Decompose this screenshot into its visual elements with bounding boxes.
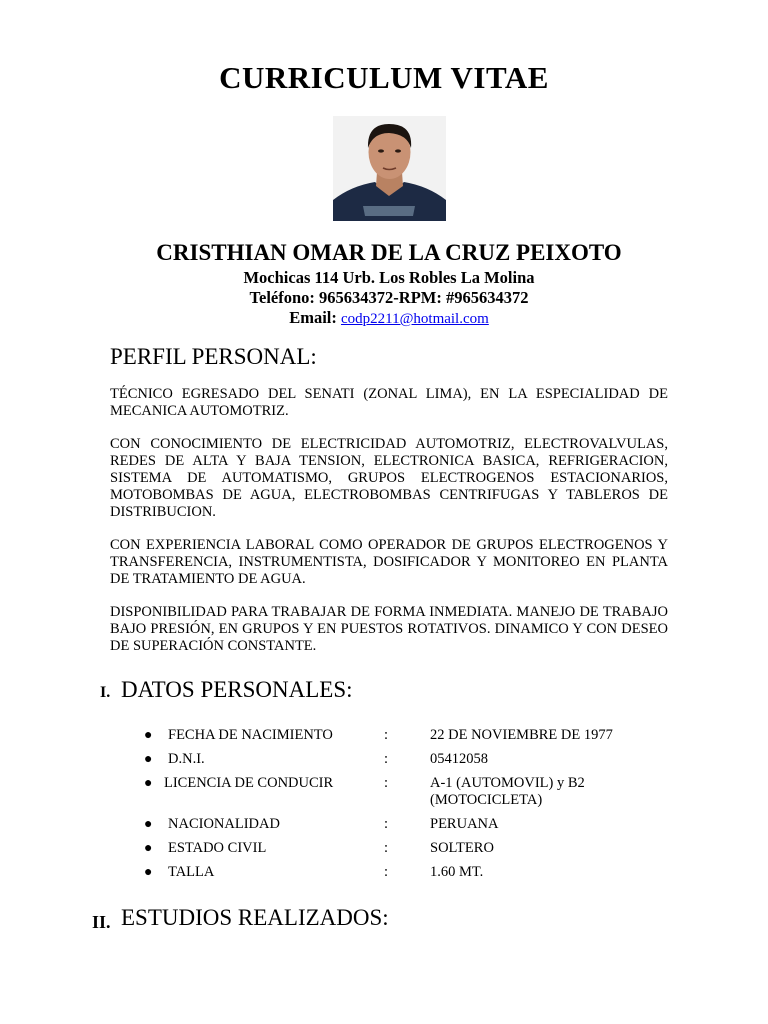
document-title: CURRICULUM VITAE <box>219 60 549 95</box>
email-line <box>0 308 768 328</box>
data-value: PERUANA <box>430 816 499 832</box>
estudios-title: ESTUDIOS REALIZADOS: <box>121 905 389 930</box>
bullet-icon: ● <box>144 776 153 791</box>
data-colon: : <box>384 864 389 880</box>
bullet-icon: ● <box>144 817 153 832</box>
data-value: 05412058 <box>430 751 488 767</box>
bullet-icon: ● <box>144 728 153 743</box>
datos-title: DATOS PERSONALES: <box>121 677 353 702</box>
data-colon: : <box>384 727 389 743</box>
perfil-title: PERFIL PERSONAL: <box>110 344 317 369</box>
address: Mochicas 114 Urb. Los Robles La Molina <box>243 268 535 287</box>
email-label: Email: <box>289 308 337 327</box>
data-label: FECHA DE NACIMIENTO <box>168 727 333 743</box>
estudios-number: II. <box>92 912 111 932</box>
data-label: ESTADO CIVIL <box>168 840 267 856</box>
data-colon: : <box>384 840 389 856</box>
bullet-icon: ● <box>144 865 153 880</box>
data-colon: : <box>384 751 389 767</box>
candidate-name: CRISTHIAN OMAR DE LA CRUZ PEIXOTO <box>156 240 622 265</box>
data-colon: : <box>384 816 389 832</box>
data-label: TALLA <box>168 864 215 880</box>
data-colon: : <box>384 775 389 791</box>
data-value: SOLTERO <box>430 840 494 856</box>
perfil-paragraph: TÉCNICO EGRESADO DEL SENATI (ZONAL LIMA), EN LA ESPECIALIDAD DE MECANICA AUTOMOTRIZ. <box>110 386 668 419</box>
data-value: 1.60 MT. <box>430 864 484 880</box>
perfil-paragraph: CON CONOCIMIENTO DE ELECTRICIDAD AUTOMOTRIZ, ELECTROVALVULAS, REDES DE ALTA Y BAJA TENSION, ELECTRONICA BASICA, REFRIGERACION, SISTEMA DE AUTOMATISMO, GRUPOS ELECTROGENOS ESTACIONARIOS, MOTOBOMBAS DE AGUA, ELECTROBOMBAS CENTRIFUGAS Y TABLEROS DE DISTRIBUCION. <box>110 436 668 520</box>
data-label: LICENCIA DE CONDUCIR <box>164 775 334 791</box>
datos-number: I. <box>100 684 111 701</box>
data-value: 22 DE NOVIEMBRE DE 1977 <box>430 727 613 743</box>
profile-photo <box>333 116 446 221</box>
bullet-icon: ● <box>144 752 153 767</box>
bullet-icon: ● <box>144 841 153 856</box>
data-label: NACIONALIDAD <box>168 816 280 832</box>
phone: Teléfono: 965634372-RPM: #965634372 <box>249 288 529 307</box>
data-value: A-1 (AUTOMOVIL) y B2 (MOTOCICLETA) <box>430 775 585 808</box>
perfil-paragraph: CON EXPERIENCIA LABORAL COMO OPERADOR DE GRUPOS ELECTROGENOS Y TRANSFERENCIA, INSTRUMENTISTA, DOSIFICADOR Y MONITOREO EN PLANTA DE TRATAMIENTO DE AGUA. <box>110 537 668 587</box>
email-link[interactable]: codp2211@hotmail.com <box>340 311 489 327</box>
data-label: D.N.I. <box>168 751 205 767</box>
perfil-paragraph: DISPONIBILIDAD PARA TRABAJAR DE FORMA INMEDIATA. MANEJO DE TRABAJO BAJO PRESIÓN, EN GRUPOS Y EN PUESTOS ROTATIVOS. DINAMICO Y CON DESEO DE SUPERACIÓN CONSTANTE. <box>110 604 668 654</box>
